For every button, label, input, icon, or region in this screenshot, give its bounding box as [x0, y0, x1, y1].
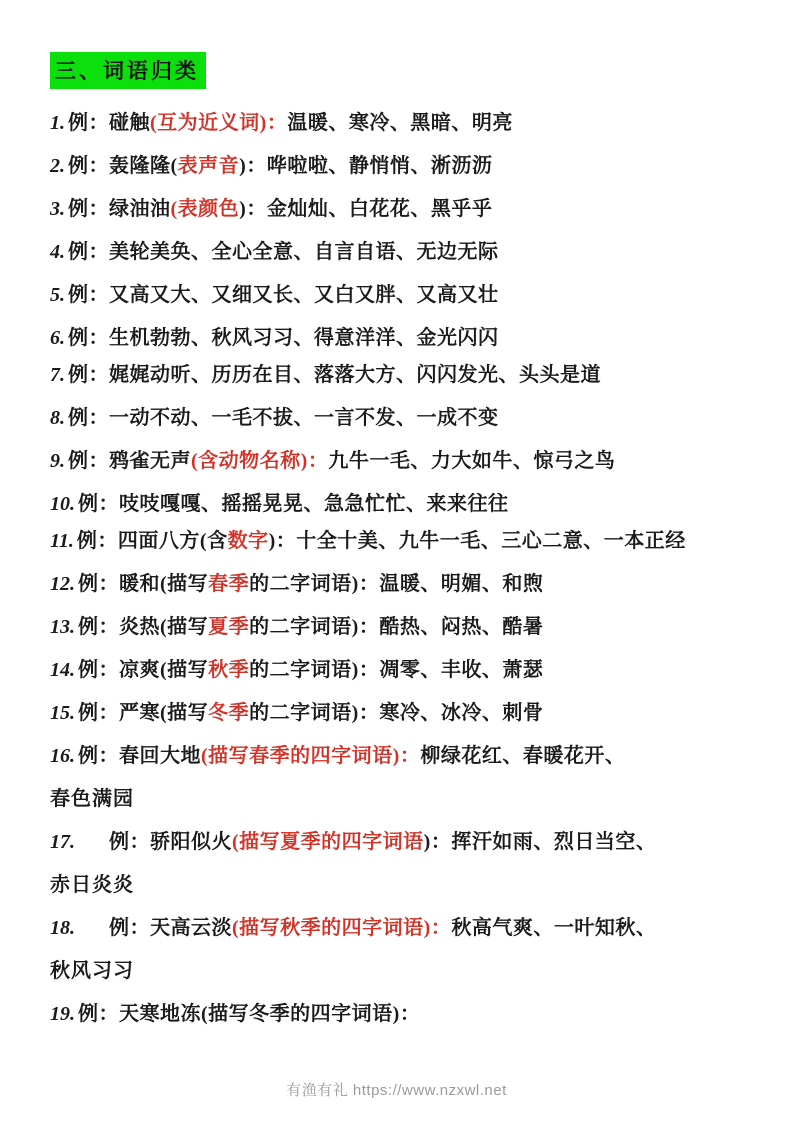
line-segment-red: (描写春季的四字词语)：: [201, 745, 421, 767]
line-segment: 例：天寒地冻(描写冬季的四字词语)：: [78, 1003, 421, 1025]
list-line-continuation: 赤日炎炎: [50, 874, 134, 896]
line-segment: 九牛一毛、力大如牛、惊弓之鸟: [328, 450, 616, 472]
line-segment: 的二字词语)：温暖、明媚、和煦: [249, 573, 544, 595]
line-number: 8.: [50, 407, 65, 429]
line-number: 18.: [50, 917, 75, 939]
section-title: 三、词语归类: [50, 52, 206, 89]
line-segment-red: (含动物名称)：: [191, 450, 329, 472]
line-segment-red: 秋季: [208, 659, 250, 681]
line-segment: 例：轰隆隆(: [68, 155, 178, 177]
line-segment: 例：四面八方(含: [76, 530, 228, 552]
line-number: 17.: [50, 831, 75, 853]
line-segment: 例：生机勃勃、秋风习习、得意洋洋、金光闪闪: [68, 327, 499, 349]
list-line: [50, 529, 743, 554]
line-segment-red: (描写秋季的四字词语)：: [232, 917, 452, 939]
line-segment: 的二字词语)：寒冷、冰冷、刺骨: [249, 702, 544, 724]
line-segment: )：哗啦啦、静悄悄、淅沥沥: [239, 155, 493, 177]
list-line: [50, 240, 743, 265]
line-segment: )：挥汗如雨、烈日当空、: [423, 831, 657, 853]
line-segment: 例：骄阳似火: [109, 831, 232, 853]
line-segment-red: 夏季: [208, 616, 250, 638]
list-line: [50, 701, 743, 726]
line-number: 2.: [50, 155, 65, 177]
list-line: [50, 916, 743, 941]
line-segment: )：十全十美、九牛一毛、三心二意、一本正经: [268, 530, 686, 552]
line-number: 19.: [50, 1003, 75, 1025]
line-segment: 例：暖和(描写: [78, 573, 209, 595]
line-segment: 例：天高云淡: [109, 917, 232, 939]
line-segment: 温暖、寒冷、黑暗、明亮: [287, 112, 513, 134]
list-line: [50, 615, 743, 640]
line-segment-red: 数字: [227, 530, 269, 552]
list-line: [50, 830, 743, 855]
section-title-row: [50, 52, 743, 89]
list-line: [50, 406, 743, 431]
line-number: 1.: [50, 112, 65, 134]
list-line: [50, 492, 743, 517]
line-segment-red: (表颜色: [170, 198, 240, 220]
line-segment: 例：凉爽(描写: [78, 659, 209, 681]
line-number: 4.: [50, 241, 65, 263]
line-segment: 例：碰触: [68, 112, 150, 134]
line-segment: )：金灿灿、白花花、黑乎乎: [239, 198, 493, 220]
line-number: 13.: [50, 616, 75, 638]
line-segment-red: 春季: [208, 573, 250, 595]
line-number: 9.: [50, 450, 65, 472]
list-line: [50, 1002, 743, 1027]
list-line: [50, 572, 743, 597]
list-line: [50, 449, 743, 474]
line-segment: 例：美轮美奂、全心全意、自言自语、无边无际: [68, 241, 499, 263]
list-line-continuation: 秋风习习: [50, 960, 134, 982]
line-segment: 例：又高又大、又细又长、又白又胖、又高又壮: [68, 284, 499, 306]
line-number: 3.: [50, 198, 65, 220]
line-segment: 例：绿油油: [68, 198, 171, 220]
line-segment: 的二字词语)：凋零、丰收、萧瑟: [249, 659, 544, 681]
line-segment: 例：鸦雀无声: [68, 450, 191, 472]
line-segment-red: 冬季: [208, 702, 250, 724]
line-number: 14.: [50, 659, 75, 681]
line-segment: 例：炎热(描写: [78, 616, 209, 638]
list-line: [50, 658, 743, 683]
line-number: 16.: [50, 745, 75, 767]
list-line-continuation: 春色满园: [50, 788, 134, 810]
list-line: [50, 283, 743, 308]
line-number: 10.: [50, 493, 75, 515]
line-segment: 柳绿花红、春暖花开、: [420, 745, 626, 767]
line-number: 12.: [50, 573, 75, 595]
line-segment-red: (描写夏季的四字词语: [232, 831, 424, 853]
list-line: [50, 744, 743, 769]
line-number: 11.: [50, 530, 74, 552]
word-category-list: [50, 111, 743, 1027]
list-line: [50, 197, 743, 222]
line-segment: 例：一动不动、一毛不拔、一言不发、一成不变: [68, 407, 499, 429]
list-line: [50, 363, 743, 388]
line-number: 15.: [50, 702, 75, 724]
line-number: 5.: [50, 284, 65, 306]
line-segment: 秋高气爽、一叶知秋、: [451, 917, 657, 939]
line-segment: 例：吱吱嘎嘎、摇摇晃晃、急急忙忙、来来往往: [78, 493, 509, 515]
line-segment: 的二字词语)：酷热、闷热、酷暑: [249, 616, 544, 638]
line-segment: 例：娓娓动听、历历在目、落落大方、闪闪发光、头头是道: [68, 364, 601, 386]
line-segment-red: (互为近义词)：: [150, 112, 288, 134]
list-line: [50, 111, 743, 136]
footer-watermark: 有渔有礼 https://www.nzxwl.net: [286, 1082, 507, 1099]
line-segment: 例：严寒(描写: [78, 702, 209, 724]
list-line: [50, 154, 743, 179]
list-line: [50, 326, 743, 351]
line-segment: 例：春回大地: [78, 745, 201, 767]
line-segment-red: 表声音: [177, 155, 240, 177]
line-number: 7.: [50, 364, 65, 386]
line-number: 6.: [50, 327, 65, 349]
